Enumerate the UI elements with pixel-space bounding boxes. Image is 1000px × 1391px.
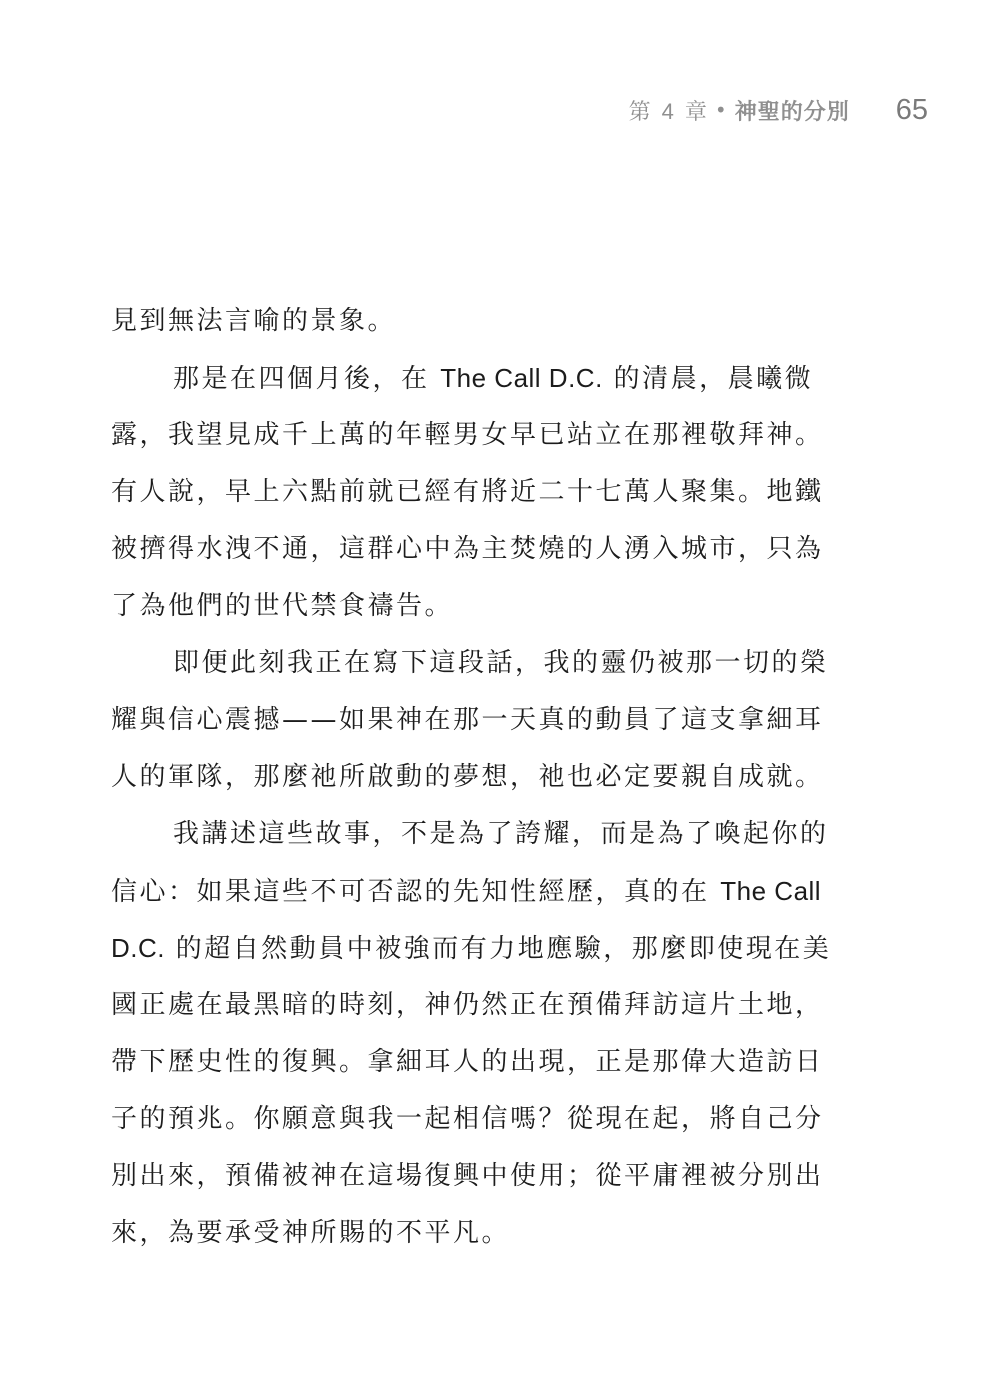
text-line: 即便此刻我正在寫下這段話，我的靈仍被那一切的榮 bbox=[173, 648, 829, 678]
text-line: 信心：如果這些不可否認的先知性經歷，真的在 The Call bbox=[111, 876, 822, 907]
body-text bbox=[111, 293, 851, 1262]
chapter-title: 神聖的分別 bbox=[734, 99, 850, 125]
chapter-label: 第 4 章 bbox=[628, 98, 709, 125]
text-line: 人的軍隊，那麼祂所啟動的夢想，祂也必定要親自成就。 bbox=[111, 762, 824, 792]
text-line: 我講述這些故事，不是為了誇耀，而是為了喚起你的 bbox=[173, 819, 829, 849]
page-number: 65 bbox=[895, 93, 928, 126]
text-line: 露，我望見成千上萬的年輕男女早已站立在那裡敬拜神。 bbox=[111, 420, 824, 450]
text-line: 那是在四個月後，在 The Call D.C. 的清晨，晨曦微 bbox=[173, 363, 814, 394]
text-line: 被擠得水洩不通，這群心中為主焚燒的人湧入城市，只為 bbox=[111, 534, 824, 564]
text-line: D.C. 的超自然動員中被強而有力地應驗，那麼即使現在美 bbox=[111, 933, 832, 964]
text-line: 子的預兆。你願意與我一起相信嗎？從現在起，將自己分 bbox=[111, 1104, 824, 1134]
paragraph bbox=[111, 635, 851, 806]
text-line: 有人說，早上六點前就已經有將近二十七萬人聚集。地鐵 bbox=[111, 477, 824, 507]
text-line: 國正處在最黑暗的時刻，神仍然正在預備拜訪這片土地， bbox=[111, 990, 824, 1020]
text-line: 了為他們的世代禁食禱告。 bbox=[111, 591, 454, 621]
text-line: 帶下歷史性的復興。拿細耳人的出現，正是那偉大造訪日 bbox=[111, 1047, 824, 1077]
paragraph bbox=[111, 293, 851, 350]
text-line: 別出來，預備被神在這場復興中使用；從平庸裡被分別出 bbox=[111, 1161, 824, 1191]
running-header bbox=[629, 88, 928, 132]
bullet-separator: • bbox=[714, 98, 727, 122]
paragraph bbox=[111, 350, 851, 635]
text-line: 來，為要承受神所賜的不平凡。 bbox=[111, 1218, 511, 1248]
paragraph bbox=[111, 806, 851, 1262]
text-line: 見到無法言喻的景象。 bbox=[111, 306, 397, 336]
text-line: 耀與信心震撼——如果神在那一天真的動員了這支拿細耳 bbox=[111, 705, 824, 735]
